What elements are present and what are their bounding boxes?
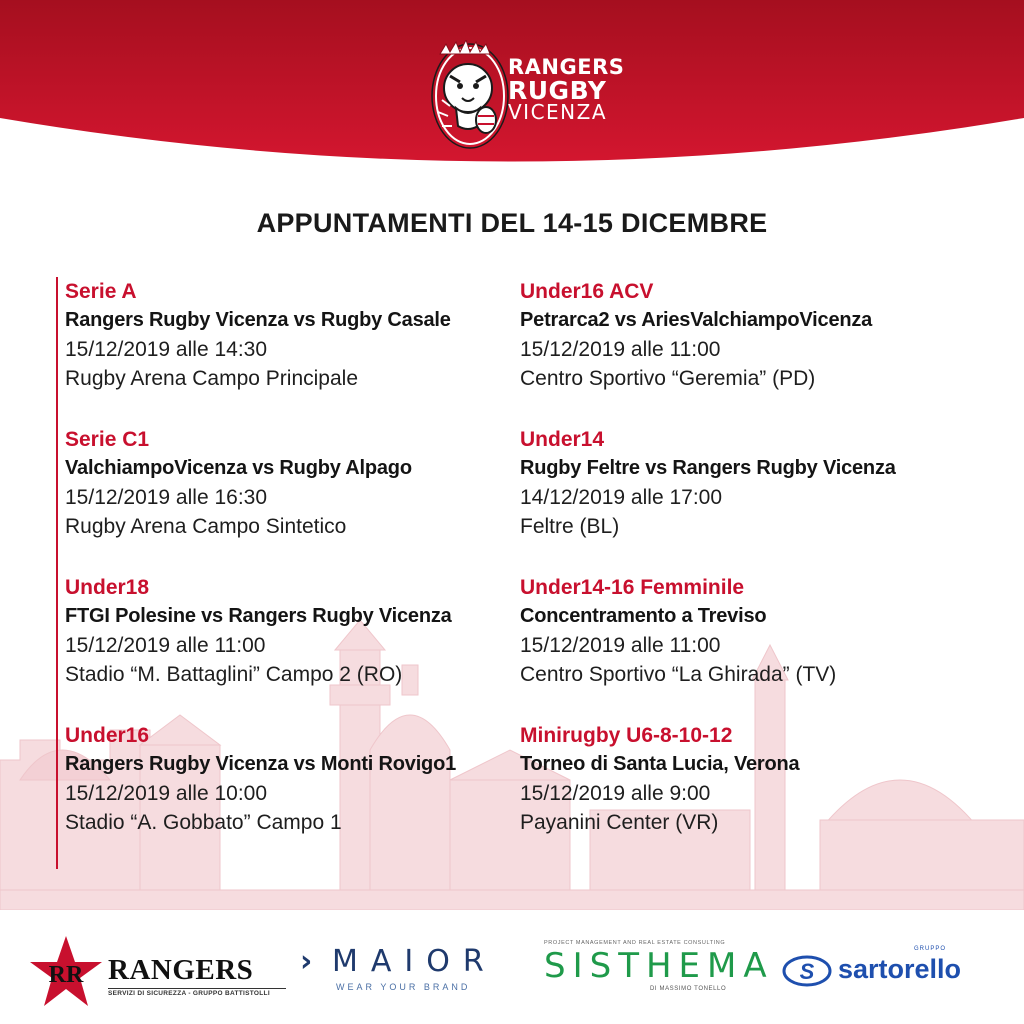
event-category: Under14 [520,428,605,451]
sponsor-sartorello-name: sartorello [838,954,962,984]
event-datetime: 15/12/2019 alle 9:00 [520,782,711,805]
sponsor-sisthema-tagline: PROJECT MANAGEMENT AND REAL ESTATE CONSULTING [544,940,726,946]
sartorello-monogram: S [799,959,815,984]
event-category: Minirugby U6-8-10-12 [520,724,733,747]
event-card [65,425,456,573]
event-venue: Payanini Center (VR) [520,811,719,834]
event-card [520,721,896,869]
sponsor-maior-logo [300,945,500,1005]
red-star-icon [28,934,104,1010]
chevron-right-icon: › [300,944,313,979]
sponsor-rangers-subtitle: SERVIZI DI SICUREZZA - GRUPPO BATTISTOLLI [108,990,270,997]
event-datetime: 15/12/2019 alle 14:30 [65,338,268,361]
event-card [65,573,456,721]
logo-text-rangers: RANGERS [508,55,625,79]
event-category: Serie A [65,280,137,303]
sponsor-maior-name: MAIOR [332,944,497,979]
event-match: Rugby Feltre vs Rangers Rugby Vicenza [520,457,896,479]
event-card [520,573,896,721]
event-card [65,277,456,425]
event-venue: Centro Sportivo “Geremia” (PD) [520,367,816,390]
event-match: Rangers Rugby Vicenza vs Monti Rovigo1 [65,753,457,775]
sponsor-sartorello-gruppo: GRUPPO [914,946,947,952]
sponsor-rangers-name: RANGERS [108,954,254,986]
page-title: APPUNTAMENTI DEL 14-15 DICEMBRE [256,208,768,238]
event-venue: Rugby Arena Campo Sintetico [65,515,347,538]
event-datetime: 15/12/2019 alle 11:00 [520,634,721,657]
event-match: Torneo di Santa Lucia, Verona [520,753,800,775]
sponsor-sisthema-subtitle: DI MASSIMO TONELLO [650,986,727,992]
event-match: Concentramento a Treviso [520,605,767,627]
sartorello-emblem-icon [782,954,832,988]
rangers-rugby-vicenza-logo [428,40,638,158]
event-venue: Stadio “A. Gobbato” Campo 1 [65,811,342,834]
event-datetime: 15/12/2019 alle 11:00 [520,338,721,361]
sponsor-maior-subtitle: WEAR YOUR BRAND [336,982,471,992]
event-card [520,425,896,573]
rangers-monogram: RR [48,962,84,988]
event-match: Rangers Rugby Vicenza vs Rugby Casale [65,309,451,331]
logo-text-vicenza: VICENZA [508,100,608,124]
event-card [520,277,896,425]
event-venue: Centro Sportivo “La Ghirada” (TV) [520,663,837,686]
event-venue: Stadio “M. Battaglini” Campo 2 (RO) [65,663,403,686]
event-datetime: 15/12/2019 alle 16:30 [65,486,268,509]
sponsor-rangers-logo [28,932,268,1012]
event-card [65,721,456,869]
event-category: Under16 ACV [520,280,654,303]
event-match: Petrarca2 vs AriesValchiampoVicenza [520,309,873,331]
event-datetime: 15/12/2019 alle 11:00 [65,634,266,657]
events-column-left [56,277,456,869]
event-datetime: 15/12/2019 alle 10:00 [65,782,268,805]
sponsor-divider [108,988,286,989]
events-column-right [520,277,896,869]
event-match: ValchiampoVicenza vs Rugby Alpago [65,457,412,479]
event-match: FTGI Polesine vs Rangers Rugby Vicenza [65,605,452,627]
event-category: Under18 [65,576,150,599]
event-venue: Rugby Arena Campo Principale [65,367,358,390]
sponsor-sisthema-name: SISTHEMA [544,946,774,986]
sponsor-sisthema-logo [540,940,774,1010]
sponsor-bar [0,910,1024,1024]
event-category: Under16 [65,724,150,747]
event-category: Under14-16 Femminile [520,576,745,599]
event-datetime: 14/12/2019 alle 17:00 [520,486,723,509]
event-venue: Feltre (BL) [520,515,620,538]
logo-text-rugby: RUGBY [508,76,607,105]
event-category: Serie C1 [65,428,150,451]
sponsor-sartorello-logo [782,946,992,996]
